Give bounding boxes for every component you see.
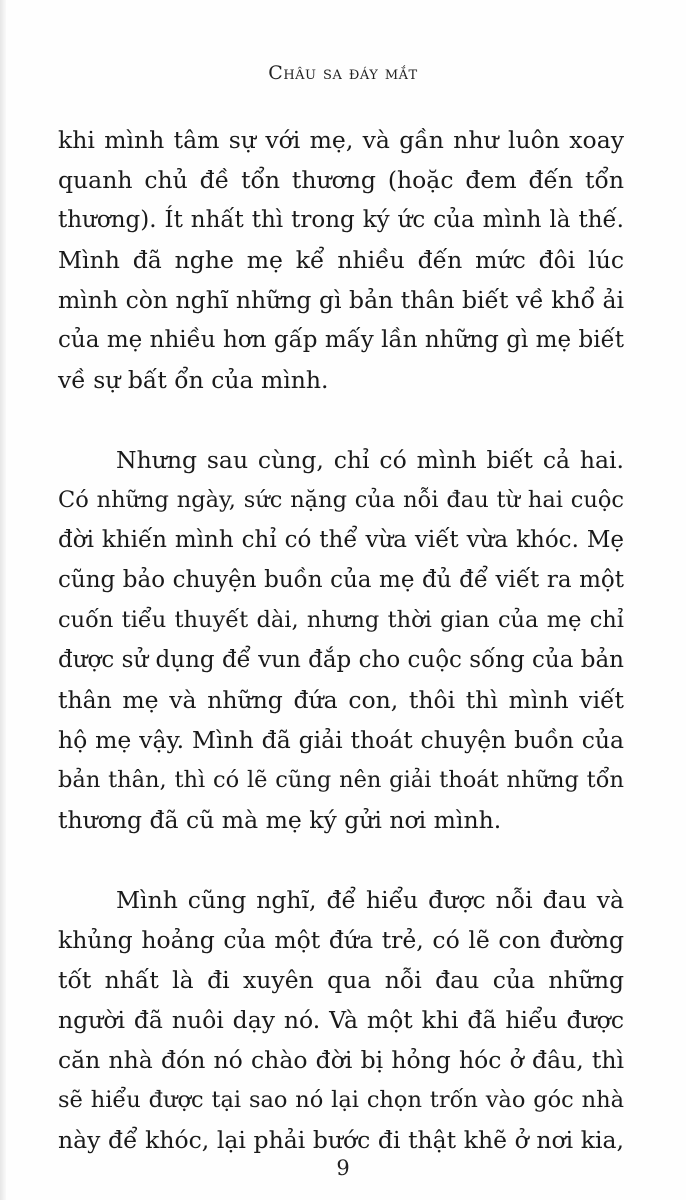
page-edge-shadow <box>0 0 6 1200</box>
running-head <box>0 62 686 84</box>
paragraph-gap <box>58 840 624 880</box>
paragraph-3 <box>58 880 624 1160</box>
text-line: thân mẹ và những đứa con, thôi thì mình viết <box>58 686 624 714</box>
paragraph-1 <box>58 120 624 400</box>
text-line: Có những ngày, sức nặng của nỗi đau từ hai cuộc <box>58 487 624 513</box>
text-line: Mình cũng nghĩ, để hiểu được nỗi đau và <box>116 886 624 914</box>
text-line: này để khóc, lại phải bước đi thật khẽ ở nơi kia, <box>58 1126 624 1154</box>
page-number: 9 <box>336 1156 350 1180</box>
text-line: bản thân, thì có lẽ cũng nên giải thoát những tổn <box>58 767 624 793</box>
text-line: mình còn nghĩ những gì bản thân biết về khổ ải <box>58 286 624 314</box>
text-line: thương). Ít nhất thì trong ký ức của mình là thế. <box>58 207 624 233</box>
text-line: Mình đã nghe mẹ kể nhiều đến mức đôi lúc <box>58 246 624 274</box>
paragraph-gap <box>58 400 624 440</box>
text-line: tốt nhất là đi xuyên qua nỗi đau của những <box>58 966 624 994</box>
text-line: thương đã cũ mà mẹ ký gửi nơi mình. <box>58 806 502 834</box>
text-line: người đã nuôi dạy nó. Và một khi đã hiểu được <box>58 1006 624 1034</box>
text-line: hộ mẹ vậy. Mình đã giải thoát chuyện buồn của <box>58 726 624 754</box>
text-line: cũng bảo chuyện buồn của mẹ đủ để viết ra một <box>58 567 624 593</box>
body-text <box>58 120 624 1160</box>
text-line: cuốn tiểu thuyết dài, nhưng thời gian của mẹ chỉ <box>58 607 624 633</box>
running-head-title: Châu sa đáy mắt <box>268 62 418 84</box>
text-line: khủng hoảng của một đứa trẻ, có lẽ con đường <box>58 926 624 954</box>
text-line: khi mình tâm sự với mẹ, và gần như luôn xoay <box>58 126 624 154</box>
text-line: sẽ hiểu được tại sao nó lại chọn trốn vào góc nhà <box>58 1087 624 1113</box>
text-line: được sử dụng để vun đắp cho cuộc sống của bản <box>58 647 624 673</box>
text-line: về sự bất ổn của mình. <box>58 366 329 394</box>
paragraph-2 <box>58 440 624 840</box>
text-line: đời khiến mình chỉ có thể vừa viết vừa khóc. Mẹ <box>58 527 624 553</box>
text-line: quanh chủ đề tổn thương (hoặc đem đến tổn <box>58 166 624 194</box>
text-line: của mẹ nhiều hơn gấp mấy lần những gì mẹ biết <box>58 327 624 353</box>
text-line: Nhưng sau cùng, chỉ có mình biết cả hai. <box>116 446 624 474</box>
text-line: căn nhà đón nó chào đời bị hỏng hóc ở đâu, thì <box>58 1046 624 1074</box>
